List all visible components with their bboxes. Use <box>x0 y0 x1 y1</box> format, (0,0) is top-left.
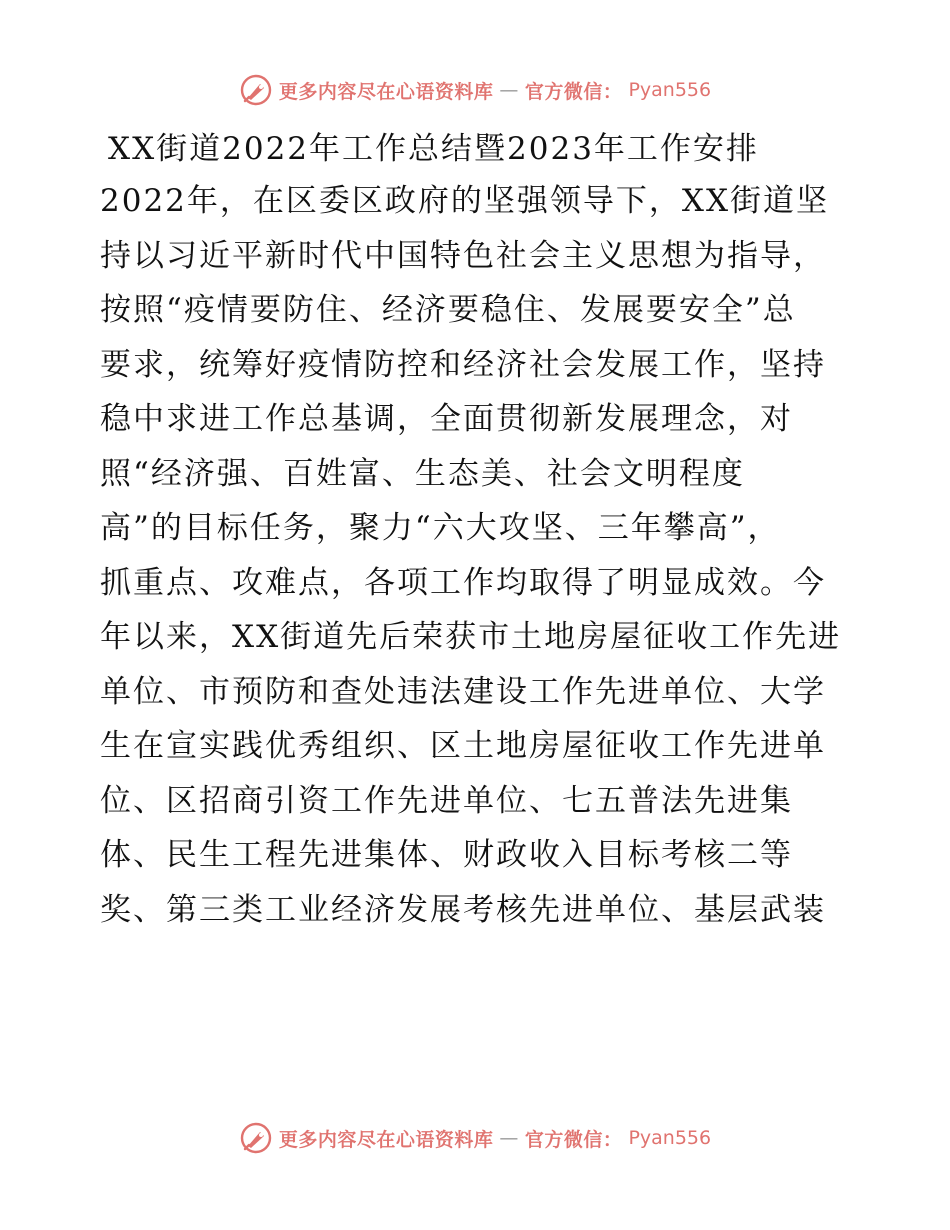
body-line: 位、区招商引资工作先进单位、七五普法先进集 <box>100 782 793 819</box>
body-line: 单位、市预防和查处违法建设工作先进单位、大学 <box>100 673 826 710</box>
header-banner <box>0 68 950 112</box>
footer-banner-content <box>239 1121 711 1155</box>
pen-nib-logo-icon <box>239 1121 273 1155</box>
header-wechat-id: Pyan556 <box>628 79 712 101</box>
header-brand-text: 更多内容尽在心语资料库 <box>278 80 494 103</box>
header-wechat-label: 官方微信： <box>524 80 623 103</box>
document-title: XX街道2022年工作总结暨2023年工作安排 <box>108 131 759 167</box>
body-line: 稳中求进工作总基调，全面贯彻新发展理念，对 <box>100 401 793 437</box>
footer-brand-text: 更多内容尽在心语资料库 <box>278 1128 494 1151</box>
body-line: 持以习近平新时代中国特色社会主义思想为指导， <box>100 237 826 274</box>
pen-nib-logo-icon <box>239 73 273 107</box>
body-line: 奖、第三类工业经济发展考核先进单位、基层武装 <box>100 891 826 928</box>
body-line: 照“经济强、百姓富、生态美、社会文明程度 <box>100 455 745 492</box>
body-line: 生在宣实践优秀组织、区土地房屋征收工作先进单 <box>100 728 826 764</box>
footer-dash: — <box>499 1127 519 1149</box>
body-line: 抓重点、攻难点，各项工作均取得了明显成效。今 <box>100 564 826 601</box>
header-dash: — <box>499 79 519 101</box>
header-banner-content <box>239 73 711 107</box>
body-line: 按照“疫情要防住、经济要稳住、发展要安全”总 <box>100 292 796 328</box>
body-line: 体、民生工程先进集体、财政收入目标考核二等 <box>100 837 793 873</box>
body-line: 高”的目标任务，聚力“六大攻坚、三年攀高”， <box>100 510 781 546</box>
body-line: 2022年，在区委区政府的坚强领导下，XX街道坚 <box>100 183 830 219</box>
body-line: 年以来，XX街道先后荣获市土地房屋征收工作先进 <box>100 619 842 655</box>
document-body <box>100 174 841 937</box>
footer-wechat-label: 官方微信： <box>524 1128 623 1151</box>
footer-banner <box>0 1116 950 1160</box>
body-line: 要求，统筹好疫情防控和经济社会发展工作，坚持 <box>100 346 826 383</box>
footer-wechat-id: Pyan556 <box>628 1127 712 1149</box>
